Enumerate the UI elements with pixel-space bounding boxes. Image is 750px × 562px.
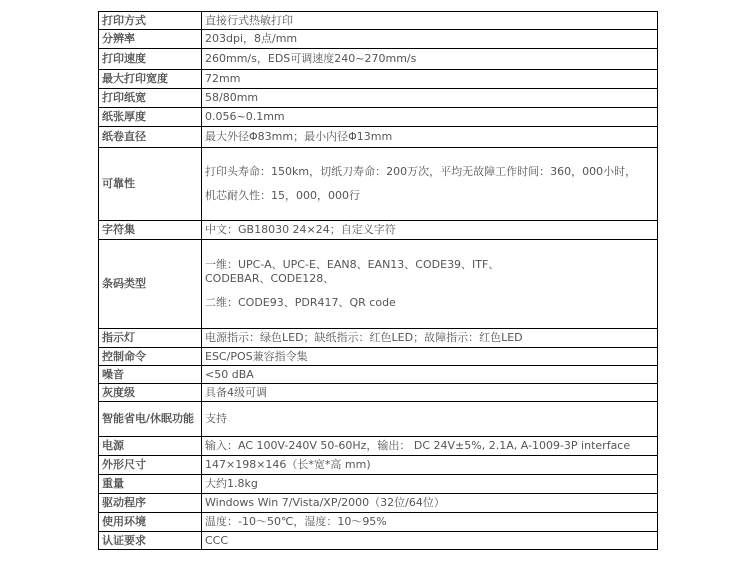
spec-value: [202, 456, 658, 475]
spec-row-paper-thickness: [99, 108, 658, 127]
spec-row-roll-diameter: [99, 127, 658, 148]
spec-label: 认证要求: [99, 532, 202, 550]
spec-row-paper-width: [99, 89, 658, 108]
spec-row-power-saving: [99, 402, 658, 437]
spec-value: [202, 148, 658, 221]
spec-value: [202, 49, 658, 70]
spec-value-line: 一维：UPC-A、UPC-E、EAN8、EAN13、CODE39、ITF、: [205, 258, 500, 271]
spec-row-control-command: [99, 348, 658, 366]
spec-label: 重量: [99, 475, 202, 494]
spec-label: 字符集: [99, 221, 202, 240]
spec-label: 外形尺寸: [99, 456, 202, 475]
spec-value: [202, 402, 658, 437]
spec-value-line: 72mm: [205, 72, 241, 85]
spec-value: [202, 70, 658, 89]
spec-value: [202, 532, 658, 550]
spec-row-environment: [99, 513, 658, 532]
spec-label: 驱动程序: [99, 494, 202, 513]
spec-label: 智能省电/休眠功能: [99, 402, 202, 437]
spec-table: [98, 11, 658, 550]
spec-value: [202, 329, 658, 348]
spec-value-line: 机芯耐久性：15，000，000行: [205, 189, 360, 202]
spec-value: [202, 513, 658, 532]
spec-row-power: [99, 437, 658, 456]
spacer: [205, 179, 654, 189]
spec-value-line: 电源指示：绿色LED；缺纸指示：红色LED；故障指示：红色LED: [205, 331, 523, 344]
spec-row-dimensions: [99, 456, 658, 475]
spec-value: [202, 475, 658, 494]
spec-value-line: 中文：GB18030 24×24；自定义字符: [205, 223, 396, 236]
spec-value: [202, 384, 658, 402]
spec-row-reliability: [99, 148, 658, 221]
spec-value: [202, 437, 658, 456]
spec-value-line: 二维：CODE93、PDR417、QR code: [205, 296, 396, 309]
spec-row-certification: [99, 532, 658, 550]
spec-value-line: 58/80mm: [205, 91, 259, 104]
spec-value-line: CODEBAR、CODE128、: [205, 272, 335, 285]
spec-row-grayscale: [99, 384, 658, 402]
spec-value: [202, 240, 658, 329]
spec-row-weight: [99, 475, 658, 494]
spec-value-line: 直接行式热敏打印: [205, 13, 293, 27]
spec-label: 灰度级: [99, 384, 202, 402]
spec-value-line: 温度：-10～50℃，湿度：10～95%: [205, 515, 387, 528]
spec-value-line: 0.056~0.1mm: [205, 110, 285, 123]
spec-label: 分辨率: [99, 30, 202, 49]
spec-row-print-speed: [99, 49, 658, 70]
spec-value: [202, 366, 658, 384]
spec-value: [202, 348, 658, 366]
spec-value-line: 147×198×146（长*宽*高 mm): [205, 458, 371, 471]
spec-value-line: 支持: [205, 412, 227, 425]
spec-label: 可靠性: [99, 148, 202, 221]
spec-row-barcode-types: [99, 240, 658, 329]
spec-row-print-method: [99, 12, 658, 30]
spec-value-line: 具备4级可调: [205, 385, 267, 399]
spec-value-line: 260mm/s，EDS可调速度240~270mm/s: [205, 52, 417, 65]
spec-label: 最大打印宽度: [99, 70, 202, 89]
spec-value-line: 打印头寿命：150km，切纸刀寿命：200万次，平均无故障工作时间：360，000小时，: [205, 165, 637, 178]
spec-label: 纸张厚度: [99, 108, 202, 127]
spec-value: [202, 221, 658, 240]
spec-label: 打印速度: [99, 49, 202, 70]
spec-value-line: 最大外径Φ83mm；最小内径Φ13mm: [205, 130, 393, 143]
spec-row-indicator: [99, 329, 658, 348]
spec-label: 使用环境: [99, 513, 202, 532]
spec-row-driver: [99, 494, 658, 513]
spec-value-line: <50 dBA: [205, 367, 254, 381]
spec-value-line: ESC/POS兼容指令集: [205, 349, 308, 363]
spec-row-max-print-width: [99, 70, 658, 89]
spec-value-line: Windows Win 7/Vista/XP/2000（32位/64位）: [205, 496, 445, 509]
spec-value: [202, 89, 658, 108]
spec-label: 打印纸宽: [99, 89, 202, 108]
spec-label: 控制命令: [99, 348, 202, 366]
spacer: [205, 286, 654, 296]
spec-value-line: 203dpi，8点/mm: [205, 32, 298, 45]
spec-label: 噪音: [99, 366, 202, 384]
spec-label: 电源: [99, 437, 202, 456]
spec-row-charset: [99, 221, 658, 240]
spec-label: 纸卷直径: [99, 127, 202, 148]
spec-value-line: 大约1.8kg: [205, 477, 258, 490]
spec-label: 条码类型: [99, 240, 202, 329]
spec-value-line: 输入：AC 100V-240V 50-60Hz，输出： DC 24V±5%, 2.1A, A-1009-3P interface: [205, 439, 631, 452]
spec-value: [202, 12, 658, 30]
spec-value: [202, 108, 658, 127]
spec-value: [202, 30, 658, 49]
spec-row-noise: [99, 366, 658, 384]
spec-row-resolution: [99, 30, 658, 49]
spec-label: 指示灯: [99, 329, 202, 348]
spec-label: 打印方式: [99, 12, 202, 30]
spec-value: [202, 494, 658, 513]
spec-value-line: CCC: [205, 533, 229, 547]
spec-value: [202, 127, 658, 148]
